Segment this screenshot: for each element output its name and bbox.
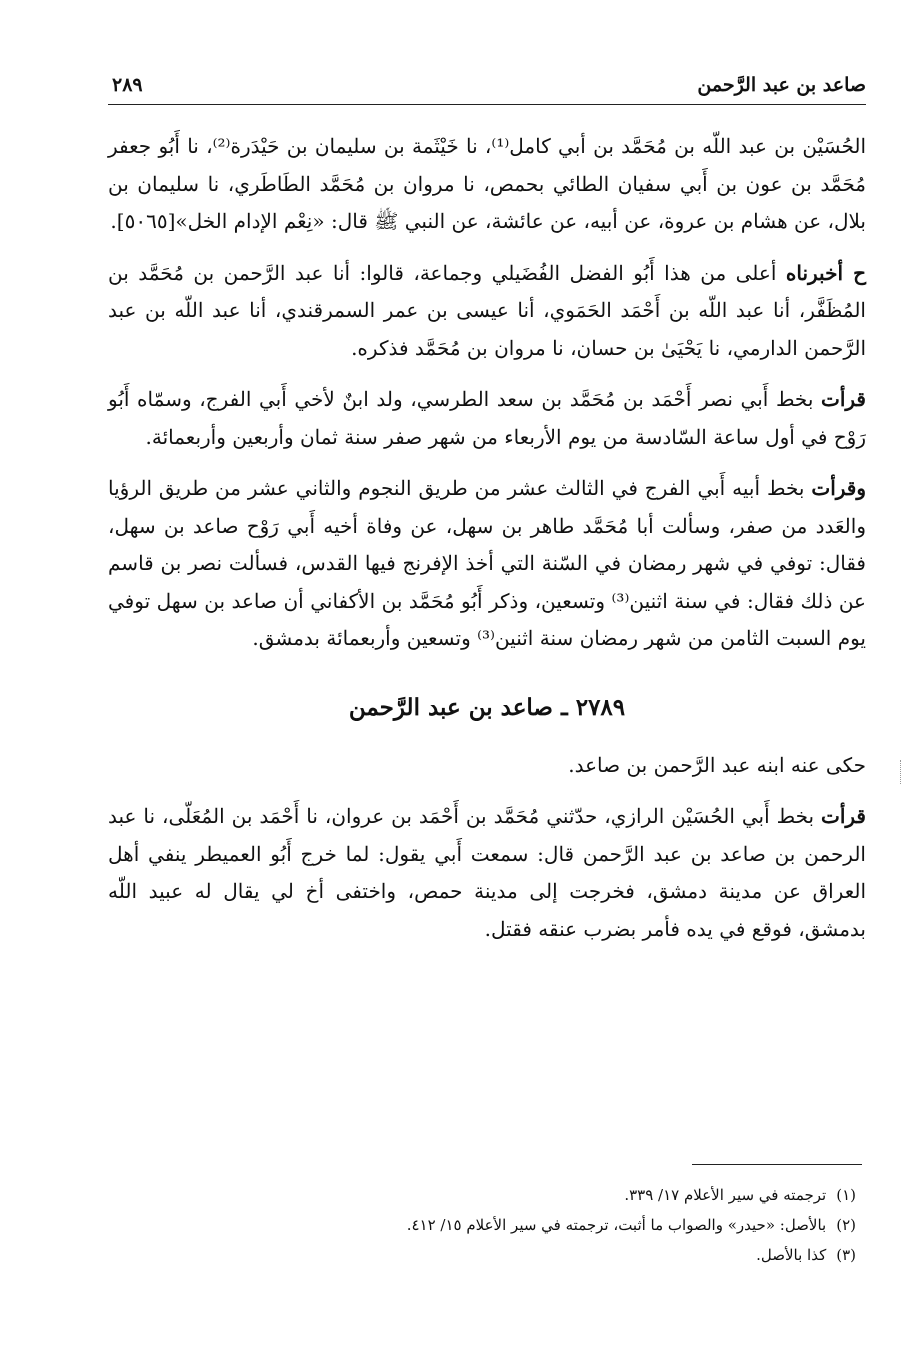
footnote-number: (١) [836, 1186, 856, 1204]
entry-heading: ٢٧٨٩ ـ صاعد بن عبد الرَّحمن [348, 693, 626, 721]
paragraph [108, 381, 866, 456]
paragraph [108, 747, 866, 785]
footnote [108, 1240, 866, 1270]
paragraph-lead: قرأت [821, 387, 866, 411]
paragraph-text: بخط أبيه أَبي الفرج في الثالث عشر من طريق النجوم والثاني عشر من طريق الرؤيا والعَدد من صفر، وسألت أبا مُحَمَّد طاهر بن سهل، عن وفاة أخيه أَبي رَوْح صاعد بن سهل، فقال: توفي في شهر رمضان في السّنة التي أخذ الإفرنج فيها القدس، فسألت نصر بن قاسم عن ذلك فقال: في سنة اثنين⁽³⁾ وتسعين، وذكر أَبُو مُحَمَّد بن الأكفاني أن صاعد بن سهل توفي يوم السبت الثامن من شهر رمضان سنة اثنين⁽³⁾ وتسعين وأربعمائة بدمشق. [108, 476, 866, 650]
paragraph-text: الحُسَيْن بن عبد اللّه بن مُحَمَّد بن أبي كامل⁽¹⁾، نا خَيْثَمة بن سليمان بن حَيْدَرة⁽²⁾، نا أَبُو جعفر مُحَمَّد بن عون بن أَبي سفيان الطائي بحمص، نا مروان بن مُحَمَّد الطَاطَري، نا سليمان بن بلال، عن هشام بن عروة، عن أبيه، عن عائشة، عن النبي ﷺ قال: «نِعْم الإدام الخل»[٥٠٦٥]. [108, 134, 867, 233]
scan-edge-mark [900, 760, 904, 784]
paragraph-text: حكى عنه ابنه عبد الرَّحمن بن صاعد. [568, 752, 866, 777]
paragraph-text: بخط أَبي نصر أَحْمَد بن مُحَمَّد بن سعد الطرسي، ولد ابنٌ لأخي أَبي الفرج، وسمّاه أَبُو رَوْح في أول ساعة السّادسة من يوم الأربعاء من شهر صفر سنة ثمان وأربعين وأربعمائة. [108, 387, 866, 449]
footnote-number: (٢) [836, 1216, 856, 1234]
footnote-text: ترجمته في سير الأعلام ١٧/ ٣٣٩. [624, 1186, 827, 1204]
footnote-text: كذا بالأصل. [756, 1246, 827, 1264]
paragraph-lead: ح أخبرناه [785, 260, 866, 285]
paragraph [108, 128, 866, 241]
footnote [108, 1180, 866, 1210]
running-title: صاعد بن عبد الرَّحمن [697, 74, 866, 96]
paragraph-text: بخط أَبي الحُسَيْن الرازي، حدّثني مُحَمَّد بن أَحْمَد بن عروان، نا أَحْمَد بن المُعَلّى، نا عبد الرحمن بن صاعد بن عبد الرَّحمن قال: سمعت أَبي يقول: لما خرج أَبُو العميطر ينفي أهل العراق عن مدينة دمشق، فخرجت إلى مدينة حمص، واختفى أخ لي يقال له عبيد اللّه بدمشق، فوقع في يده فأمر بضرب عنقه فقتل. [108, 804, 866, 941]
footnote-text: بالأصل: «حيدر» والصواب ما أثبت، ترجمته في سير الأعلام ١٥/ ٤١٢. [406, 1216, 827, 1234]
page-number: ٢٨٩ [112, 74, 143, 96]
paragraph [108, 255, 866, 368]
main-text [108, 128, 866, 962]
paragraph [108, 798, 866, 948]
footnote-number: (٣) [836, 1246, 856, 1264]
footnote [108, 1210, 866, 1240]
paragraph-lead: وقرأت [811, 476, 866, 500]
paragraph-lead: قرأت [821, 804, 866, 828]
footnote-divider [692, 1164, 862, 1165]
paragraph-text: أعلى من هذا أَبُو الفضل الفُضَيلي وجماعة، قالوا: أنا عبد الرَّحمن بن مُحَمَّد بن المُظَفَّر، أنا عبد اللّه بن أَحْمَد الحَمَوي، أنا عيسى بن عمر السمرقندي، أنا عبد اللّه بن عبد الرَّحمن الدارمي، نا يَحْيَىٰ بن حسان، نا مروان بن مُحَمَّد فذكره. [108, 260, 866, 360]
paragraph [108, 470, 866, 658]
footnotes [108, 1180, 866, 1270]
page-header [108, 72, 866, 105]
